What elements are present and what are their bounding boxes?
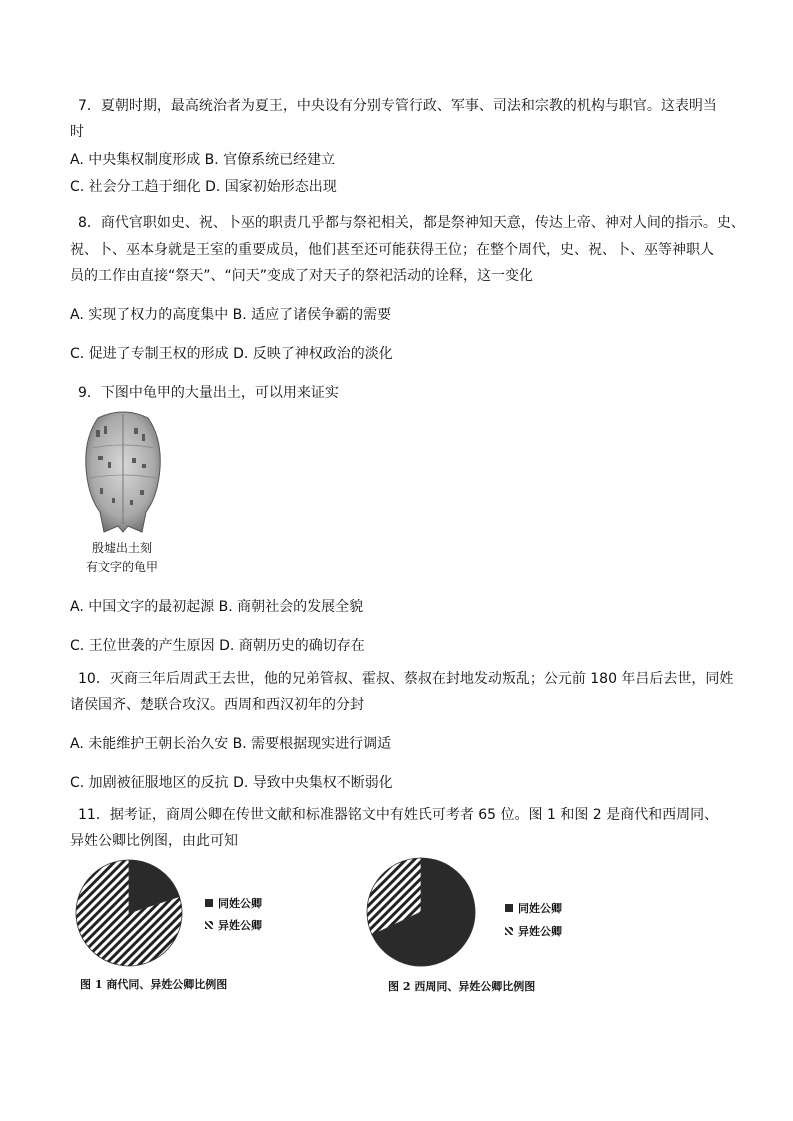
solid-swatch-icon [205, 899, 213, 907]
q11-stem-line2: 异姓公卿比例图，由此可知 [70, 833, 238, 849]
q9-caption-line2: 有文字的龟甲 [85, 560, 158, 574]
pie1-legend-same [205, 895, 262, 911]
pie1-legend-diff-label: 异姓公卿 [218, 919, 262, 932]
solid-swatch-icon [505, 904, 513, 912]
pie1-legend-diff [205, 917, 262, 933]
pie2-legend-diff-label: 异姓公卿 [518, 925, 562, 938]
q8-stem-line3: 员的工作由直接“祭天”、“问天”变成了对天子的祭祀活动的诠释，这一变化 [70, 268, 534, 284]
q9-options-ab: A. 中国文字的最初起源 B. 商朝社会的发展全貌 [70, 599, 364, 615]
q8-stem-line1: 8．商代官职如史、祝、卜巫的职责几乎都与祭祀相关，都是祭神知天意，传达上帝、神对人间的指示。史、 [78, 215, 745, 231]
q8-options-cd: C. 促进了专制王权的形成 D. 反映了神权政治的淡化 [70, 346, 393, 362]
q7-options-cd: C. 社会分工趋于细化 D. 国家初始形态出现 [70, 179, 337, 195]
q10-stem-line2: 诸侯国齐、楚联合攻汉。西周和西汉初年的分封 [70, 697, 364, 713]
pie1-legend-same-label: 同姓公卿 [218, 897, 262, 910]
pie1-caption: 图 1 商代同、异姓公卿比例图 [80, 978, 228, 991]
pie2-caption: 图 2 西周同、异姓公卿比例图 [388, 980, 536, 993]
q9-options-cd: C. 王位世袭的产生原因 D. 商朝历史的确切存在 [70, 638, 365, 654]
pie2-legend-diff [505, 923, 562, 939]
q10-options-cd: C. 加剧被征服地区的反抗 D. 导致中央集权不断弱化 [70, 775, 393, 791]
q9-stem: 9．下图中龟甲的大量出土，可以用来证实 [78, 385, 339, 401]
pie-chart-2 [365, 856, 477, 968]
pie2-legend-same [505, 900, 562, 916]
tortoise-shell-icon [82, 408, 164, 534]
q7-stem-line2: 时 [70, 124, 84, 140]
q8-options-ab: A. 实现了权力的高度集中 B. 适应了诸侯争霸的需要 [70, 307, 392, 323]
q7-options-ab: A. 中央集权制度形成 B. 官僚系统已经建立 [70, 152, 336, 168]
q10-options-ab: A. 未能维护王朝长治久安 B. 需要根据现实进行调适 [70, 736, 392, 752]
pie2-legend-same-label: 同姓公卿 [518, 902, 562, 915]
pie-chart-1 [74, 858, 184, 968]
q9-caption-line1: 殷墟出土刻 [91, 541, 152, 555]
hatch-swatch-icon [505, 927, 513, 935]
q10-stem-line1: 10．灭商三年后周武王去世，他的兄弟管叔、霍叔、蔡叔在封地发动叛乱；公元前 180 年吕后去世，同姓 [78, 671, 734, 687]
q8-stem-line2: 祝、卜、巫本身就是王室的重要成员，他们甚至还可能获得王位；在整个周代，史、祝、卜、巫等神职人 [70, 242, 714, 258]
q11-stem-line1: 11．据考证，商周公卿在传世文献和标准器铭文中有姓氏可考者 65 位。图 1 和图 2 是商代和西周同、 [78, 807, 719, 823]
hatch-swatch-icon [205, 921, 213, 929]
q7-stem-line1: 7．夏朝时期，最高统治者为夏王，中央设有分别专管行政、军事、司法和宗教的机构与职官。这表明当 [78, 98, 717, 114]
